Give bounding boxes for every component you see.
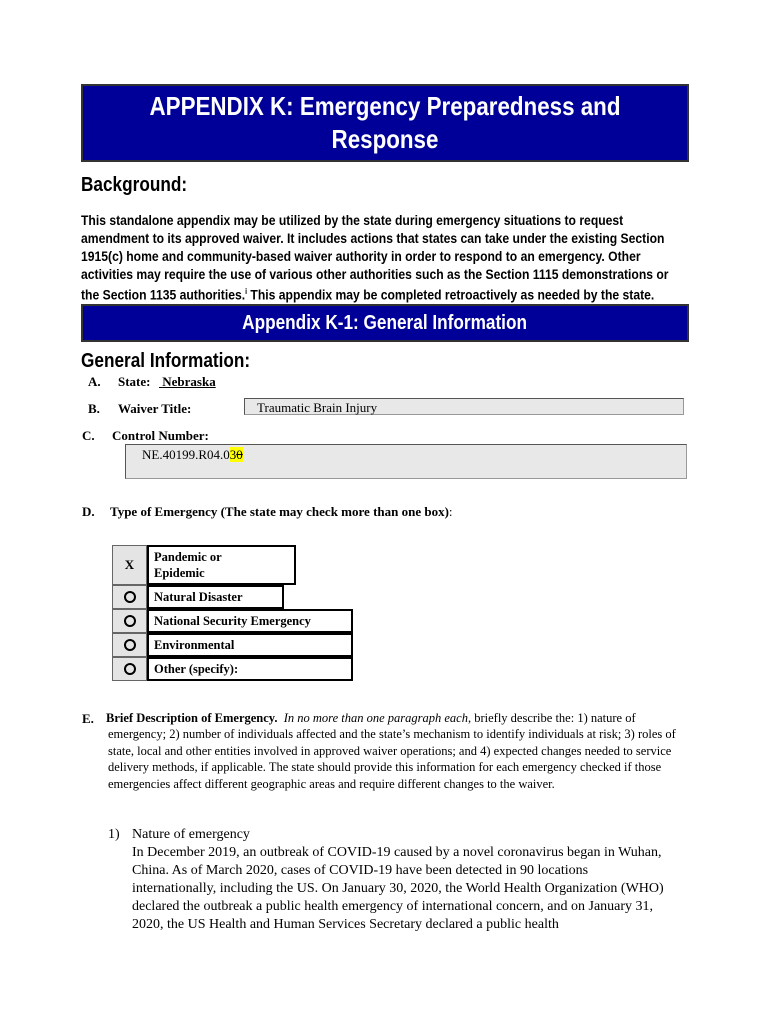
general-info-heading: General Information: xyxy=(81,350,251,372)
waiver-title-field[interactable]: Traumatic Brain Injury xyxy=(244,398,684,415)
environmental-radio[interactable] xyxy=(112,633,147,657)
control-number-deleted-digit: 0 xyxy=(236,447,243,462)
waiver-title-label: Waiver Title: xyxy=(118,401,192,416)
description-instructions: Brief Description of Emergency. In no more than one paragraph each, briefly describe the: 1) nature of emergency; 2) number of individuals affected and the state’s mechanism to identify individuals at risk; 3) roles of state, local and other entities involved in approved waiver operations; and 4) expected changes needed to service delivery methods, if applicable. The state should provide this information for each emergency checked if those emergencies affect different geographic areas and require different changes to the waiver. xyxy=(106,711,676,791)
option-environmental: Environmental xyxy=(147,633,353,657)
option-pandemic: Pandemic or Epidemic xyxy=(147,545,296,585)
endnote-marker[interactable]: i xyxy=(245,287,248,296)
national-security-radio[interactable] xyxy=(112,609,147,633)
option-other: Other (specify): xyxy=(147,657,353,681)
item-e-letter: E. xyxy=(82,711,94,726)
radio-circle-icon xyxy=(124,663,136,675)
state-label: State: xyxy=(118,374,151,389)
nature-heading: Nature of emergency xyxy=(132,827,250,842)
section-k1-banner xyxy=(81,304,689,342)
appendix-title: APPENDIX K: Emergency Preparedness and Response xyxy=(149,91,621,154)
item-b-letter: B. xyxy=(88,401,100,416)
radio-circle-icon xyxy=(124,639,136,651)
radio-circle-icon xyxy=(124,591,136,603)
item-c-letter: C. xyxy=(82,428,95,443)
section-k1-title: Appendix K-1: General Information xyxy=(242,311,528,334)
control-number-field[interactable]: NE.40199.R04.030 xyxy=(125,444,687,479)
pandemic-checkbox[interactable]: X xyxy=(112,545,147,585)
option-natural-disaster: Natural Disaster xyxy=(147,585,284,609)
nature-text: In December 2019, an outbreak of COVID-19 caused by a novel coronavirus began in Wuhan, China. As of March 2020, cases of COVID-19 have been detected in 90 locations internationally, including the US. On January 30, 2020, the World Health Organization (WHO) declared the outbreak a public health emergency of international concern, and on January 31, 2020, the US Health and Human Services Secretary declared a public health xyxy=(132,845,664,932)
control-number-revision: 3 xyxy=(229,447,237,462)
emergency-type-label: Type of Emergency (The state may check more than one box): xyxy=(110,504,453,519)
item-d-letter: D. xyxy=(82,504,95,519)
control-number-label: Control Number: xyxy=(112,428,209,443)
item-a-letter: A. xyxy=(88,374,101,389)
natural-disaster-radio[interactable] xyxy=(112,585,147,609)
option-national-security: National Security Emergency xyxy=(147,609,353,633)
appendix-title-banner xyxy=(81,84,689,162)
radio-circle-icon xyxy=(124,615,136,627)
nature-number: 1) xyxy=(108,827,120,842)
other-radio[interactable] xyxy=(112,657,147,681)
state-value: Nebraska xyxy=(162,374,216,389)
background-heading: Background: xyxy=(81,174,188,196)
background-text: This standalone appendix may be utilized by the state during emergency situations to request amendment to its approved waiver. It includes actions that states can take under the existing Section 1915(c) home and community-based waiver authority in order to respond to an emergency. Other activities may require the use of various other authorities such as the Section 1115 demonstrations or the Section 1135 authorities.$^i$ This appendix may be completed retroactively as needed by the state. xyxy=(81,212,669,303)
